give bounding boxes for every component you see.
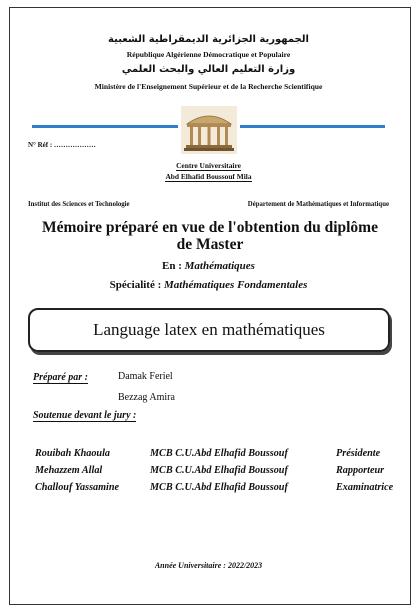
jury-label: Soutenue devant le jury : xyxy=(33,410,137,421)
departement: Département de Mathématiques et Informatique xyxy=(247,201,389,208)
blue-rule-right xyxy=(240,125,385,128)
specialite-label: Spécialité : xyxy=(109,279,165,291)
author-2: Bezzag Amira xyxy=(118,392,175,403)
centre-line-1: Centre Universitaire xyxy=(176,161,241,170)
specialite-value: Mathématiques Fondamentales xyxy=(164,279,308,291)
domaine-label: En : xyxy=(162,260,185,272)
header-ministry: Ministère de l'Enseignement Supérieur et de la Recherche Scientifique xyxy=(94,82,323,91)
jury-member-role: Examinatrice xyxy=(336,482,394,493)
jury-member-role: Rapporteur xyxy=(336,465,385,476)
author-1: Damak Feriel xyxy=(118,371,173,382)
jury-member-grade: MCB C.U.Abd Elhafid Boussouf xyxy=(150,465,288,476)
thesis-title: Language latex en mathématiques xyxy=(93,320,325,339)
reference-number: N° Réf : ……………… xyxy=(28,141,96,149)
institut: Institut des Sciences et Technologie xyxy=(28,201,130,208)
annee-universitaire: Année Universitaire : 2022/2023 xyxy=(154,561,263,570)
page-border xyxy=(9,7,411,605)
centre-universitaire xyxy=(0,160,417,182)
header-republic: République Algérienne Démocratique et Populaire xyxy=(126,50,291,59)
jury-member-role: Présidente xyxy=(336,448,381,459)
jury-member-name: Mehazzem Allal xyxy=(35,465,103,476)
memoire-heading: Mémoire préparé en vue de l'obtention du diplôme de Master xyxy=(42,219,378,253)
jury-member-grade: MCB C.U.Abd Elhafid Boussouf xyxy=(150,448,288,459)
centre-line-2: Abd Elhafid Boussouf Mila xyxy=(165,172,252,181)
jury-member-grade: MCB C.U.Abd Elhafid Boussouf xyxy=(150,482,288,493)
blue-rule-left xyxy=(32,125,178,128)
header-arabic-ministry: وزارة التعليم العالي والبحث العلمي xyxy=(121,64,296,75)
domaine-value: Mathématiques xyxy=(184,260,255,272)
thesis-title-box xyxy=(28,308,390,352)
header-arabic-republic: الجمهورية الجزائرية الديمقراطية الشعبية xyxy=(108,34,309,45)
jury-member-name: Challouf Yassamine xyxy=(35,482,120,493)
university-logo-icon xyxy=(181,106,237,154)
specialite-line xyxy=(0,279,417,291)
jury-member-name: Rouibah Khaoula xyxy=(35,448,111,459)
prepare-par-label: Préparé par : xyxy=(33,372,88,383)
domaine-line xyxy=(0,260,417,272)
